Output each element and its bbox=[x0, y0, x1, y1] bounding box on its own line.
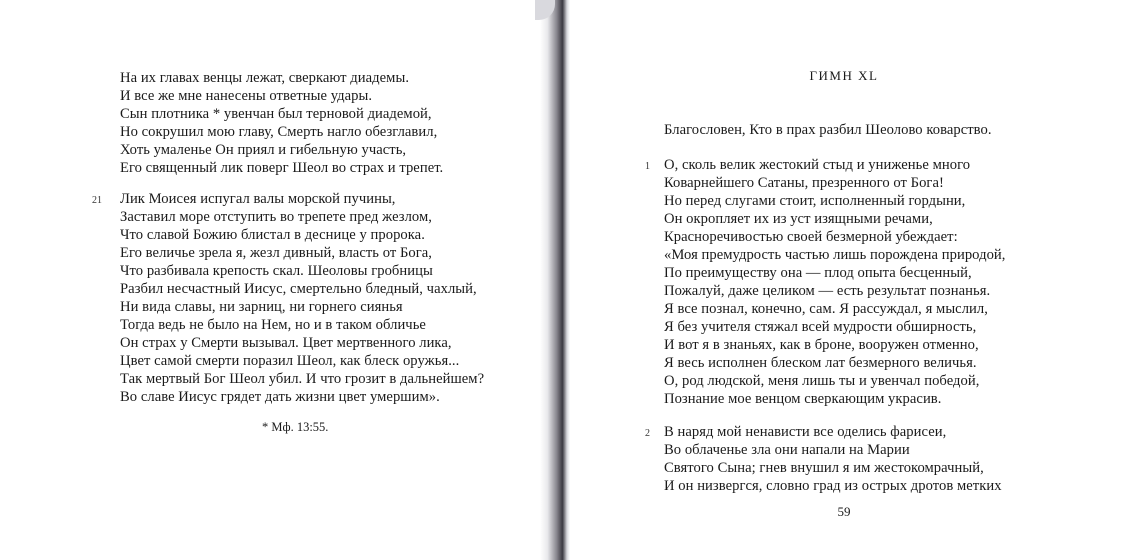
poem-line: И он низвергся, словно град из острых дротов метких bbox=[664, 478, 1002, 494]
poem-line: Что славой Божию блистал в деснице у пророка. bbox=[120, 227, 425, 243]
poem-line: Хоть умаленье Он приял и гибельную участь, bbox=[120, 142, 407, 158]
verse-number: 2 bbox=[645, 428, 650, 439]
poem-line: Познание мое венцом сверкающим украсив. bbox=[664, 391, 942, 407]
book-gutter bbox=[540, 0, 570, 560]
poem-line: Я все познал, конечно, сам. Я рассуждал, я мыслил, bbox=[664, 301, 988, 317]
verse-number: 21 bbox=[92, 195, 102, 206]
poem-line: «Моя премудрость частью лишь порождена природой, bbox=[664, 247, 1006, 263]
poem-line: Разбил несчастный Иисус, смертельно бледный, чахлый, bbox=[120, 281, 477, 297]
poem-line: Цвет самой смерти поразил Шеол, как блеск оружья... bbox=[120, 353, 460, 369]
epigraph: Благословен, Кто в прах разбил Шеолово коварство. bbox=[664, 122, 992, 138]
page-number: 59 bbox=[837, 504, 851, 519]
poem-line: Его священный лик поверг Шеол во страх и трепет. bbox=[120, 160, 444, 176]
poem-line: Он окропляет их из уст изящными речами, bbox=[664, 211, 933, 227]
poem-line: Коварнейшего Сатаны, презренного от Бога! bbox=[664, 175, 944, 191]
poem-line: Я весь исполнен блеском лат безмерного величья. bbox=[664, 355, 977, 371]
hymn-title: ГИМН XL bbox=[809, 68, 879, 83]
poem-line: Его величье зрела я, жезл дивный, власть от Бога, bbox=[120, 245, 433, 261]
poem-line: Заставил море отступить во трепете пред жезлом, bbox=[120, 209, 432, 225]
poem-line: Я без учителя стяжал всей мудрости обширность, bbox=[664, 319, 977, 335]
poem-line: Так мертвый Бог Шеол убил. И что грозит в дальнейшем? bbox=[120, 371, 485, 387]
poem-line: Что разбивала крепость скал. Шеоловы гробницы bbox=[120, 263, 433, 279]
footnote: * Мф. 13:55. bbox=[262, 420, 329, 434]
poem-line: Лик Моисея испугал валы морской пучины, bbox=[120, 191, 396, 207]
poem-line: Ни вида славы, ни зарниц, ни горнего сиянья bbox=[120, 299, 403, 315]
poem-line: Он страх у Смерти вызывал. Цвет мертвенного лика, bbox=[120, 335, 452, 351]
poem-line: Пожалуй, даже целиком — есть результат познанья. bbox=[664, 283, 991, 299]
poem-line: Во славе Иисус грядет дать жизни цвет умершим». bbox=[120, 389, 440, 405]
poem-line: Святого Сына; гнев внушил я им жестокомрачный, bbox=[664, 460, 984, 476]
poem-line: Сын плотника * увенчан был терновой диадемой, bbox=[120, 106, 432, 122]
poem-line: И вот я в знаньях, как в броне, вооружен отменно, bbox=[664, 337, 979, 353]
poem-line: На их главах венцы лежат, сверкают диадемы. bbox=[120, 70, 410, 86]
poem-line: Во облаченье зла они напали на Марии bbox=[664, 442, 910, 458]
poem-line: Тогда ведь не было на Нем, но и в таком обличье bbox=[120, 317, 426, 333]
poem-line: Но сокрушил мою главу, Смерть нагло обезглавил, bbox=[120, 124, 438, 140]
poem-line: И все же мне нанесены ответные удары. bbox=[120, 88, 373, 104]
poem-line: О, сколь велик жестокий стыд и униженье много bbox=[664, 157, 971, 173]
verse-number: 1 bbox=[645, 161, 650, 172]
poem-line: В наряд мой ненависти все оделись фарисеи, bbox=[664, 424, 947, 440]
poem-line: По преимуществу она — плод опыта бесценный, bbox=[664, 265, 972, 281]
poem-line: О, род людской, меня лишь ты и увенчал победой, bbox=[664, 373, 980, 389]
poem-line: Но перед слугами стоит, исполненный гордыни, bbox=[664, 193, 966, 209]
poem-line: Красноречивостью своей безмерной убеждает: bbox=[664, 229, 958, 245]
